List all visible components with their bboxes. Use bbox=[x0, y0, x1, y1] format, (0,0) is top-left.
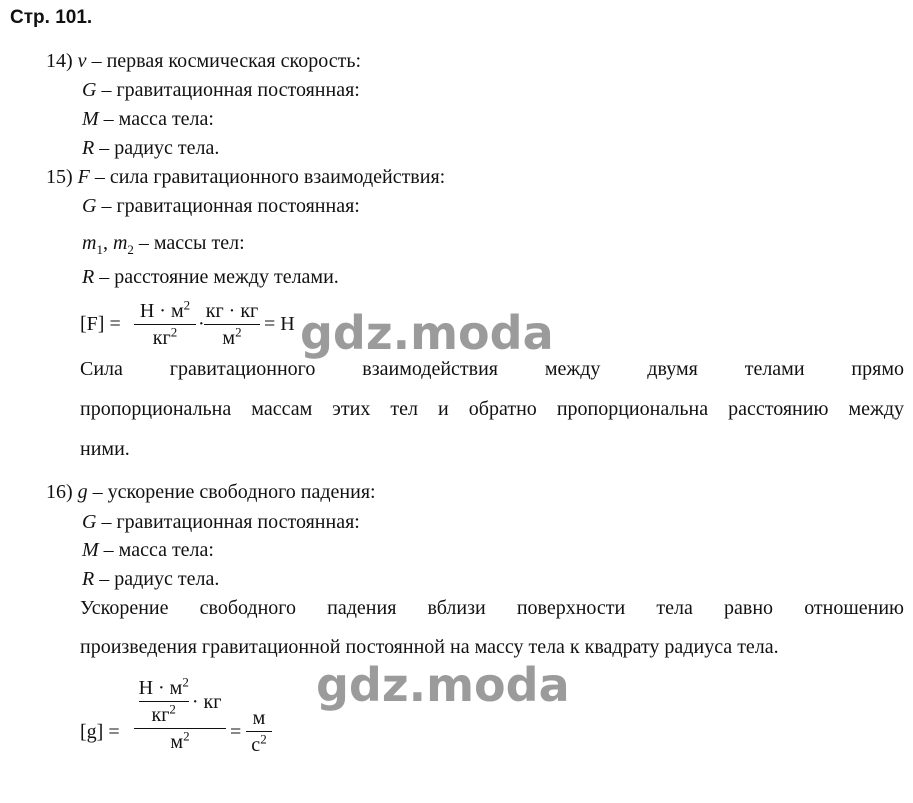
formula-lhs: [F] = bbox=[80, 313, 121, 335]
dot-operator: · bbox=[198, 313, 205, 335]
symbol: m bbox=[82, 232, 97, 254]
paragraph-15-line-3: ними. bbox=[80, 438, 130, 460]
symbol: G bbox=[82, 79, 97, 101]
fraction-2 bbox=[204, 301, 260, 348]
item-15-line-1 bbox=[46, 165, 445, 189]
compound-denominator: $м^2$ bbox=[170, 728, 190, 753]
item-14-line-3 bbox=[82, 107, 214, 131]
formula-rhs: = Н bbox=[264, 313, 295, 335]
definition: – радиус тела. bbox=[99, 137, 220, 159]
separator: , bbox=[102, 232, 108, 254]
numerator: кг · кг bbox=[205, 300, 259, 322]
inner-fraction bbox=[138, 674, 189, 726]
item-number: 15) bbox=[46, 166, 73, 188]
definition: – сила гравитационного взаимодействия: bbox=[94, 166, 446, 188]
paragraph-16-line-2: произведения гравитационной постоянной на массу тела к квадрату радиуса тела. bbox=[80, 636, 779, 658]
item-16-line-1 bbox=[46, 480, 376, 504]
symbol: m bbox=[112, 232, 128, 254]
item-15-line-3 bbox=[82, 231, 245, 255]
definition: – масса тела: bbox=[103, 539, 214, 561]
definition: – ускорение свободного падения: bbox=[92, 481, 376, 503]
compound-fraction bbox=[134, 674, 226, 753]
symbol: R bbox=[82, 266, 95, 288]
item-15-line-2 bbox=[82, 194, 360, 218]
symbol: G bbox=[82, 195, 97, 217]
item-16-line-4 bbox=[82, 567, 219, 591]
subscript: 2 bbox=[127, 242, 134, 257]
symbol: R bbox=[82, 137, 95, 159]
definition: – гравитационная постоянная: bbox=[101, 195, 360, 217]
definition: – первая космическая скорость: bbox=[91, 50, 362, 72]
denominator: $кг^2$ bbox=[152, 324, 178, 349]
definition: – гравитационная постоянная: bbox=[101, 79, 360, 101]
definition: – массы тел: bbox=[138, 232, 245, 254]
numerator: $Н \cdot м^2$ bbox=[138, 674, 189, 699]
item-number: 16) bbox=[46, 481, 73, 503]
symbol: M bbox=[82, 539, 99, 561]
compound-numerator bbox=[134, 674, 226, 726]
paragraph-15-line-2: пропорциональна массам этих тел и обратно пропорциональна расстоянию между bbox=[80, 398, 904, 420]
definition: – радиус тела. bbox=[99, 568, 220, 590]
item-number: 14) bbox=[46, 50, 73, 72]
denominator: $м^2$ bbox=[222, 324, 242, 349]
subscript: 1 bbox=[96, 242, 103, 257]
symbol: R bbox=[82, 568, 95, 590]
numerator: $Н \cdot м^2$ bbox=[139, 297, 191, 322]
paragraph-15-line-1: Сила гравитационного взаимодействия между двумя телами прямо bbox=[80, 358, 904, 380]
equals-sign: = bbox=[230, 721, 242, 743]
numerator: м bbox=[252, 707, 266, 729]
item-14-line-4 bbox=[82, 136, 219, 160]
paragraph-16-line-1: Ускорение свободного падения вблизи поверхности тела равно отношению bbox=[80, 597, 904, 619]
result-fraction bbox=[246, 708, 272, 755]
symbol: g bbox=[77, 481, 88, 503]
denominator: $с^2$ bbox=[251, 731, 267, 756]
watermark-logo: gdz.moda bbox=[300, 306, 554, 360]
item-16-line-2 bbox=[82, 510, 360, 534]
item-14-line-1 bbox=[46, 49, 361, 73]
watermark-logo: gdz.moda bbox=[316, 658, 570, 712]
times-factor: · кг bbox=[191, 690, 222, 713]
definition: – гравитационная постоянная: bbox=[101, 511, 360, 533]
formula-lhs: [g] = bbox=[80, 721, 120, 743]
definition: – масса тела: bbox=[103, 108, 214, 130]
definition: – расстояние между телами. bbox=[99, 266, 339, 288]
item-15-line-4 bbox=[82, 265, 339, 289]
item-14-line-2 bbox=[82, 78, 360, 102]
symbol: F bbox=[77, 166, 90, 188]
item-16-line-3 bbox=[82, 538, 214, 562]
symbol: M bbox=[82, 108, 99, 130]
page-label: Стр. 101. bbox=[10, 7, 93, 28]
symbol: G bbox=[82, 511, 97, 533]
symbol: v bbox=[77, 50, 87, 72]
denominator: $кг^2$ bbox=[151, 701, 176, 726]
fraction-1 bbox=[134, 297, 196, 349]
